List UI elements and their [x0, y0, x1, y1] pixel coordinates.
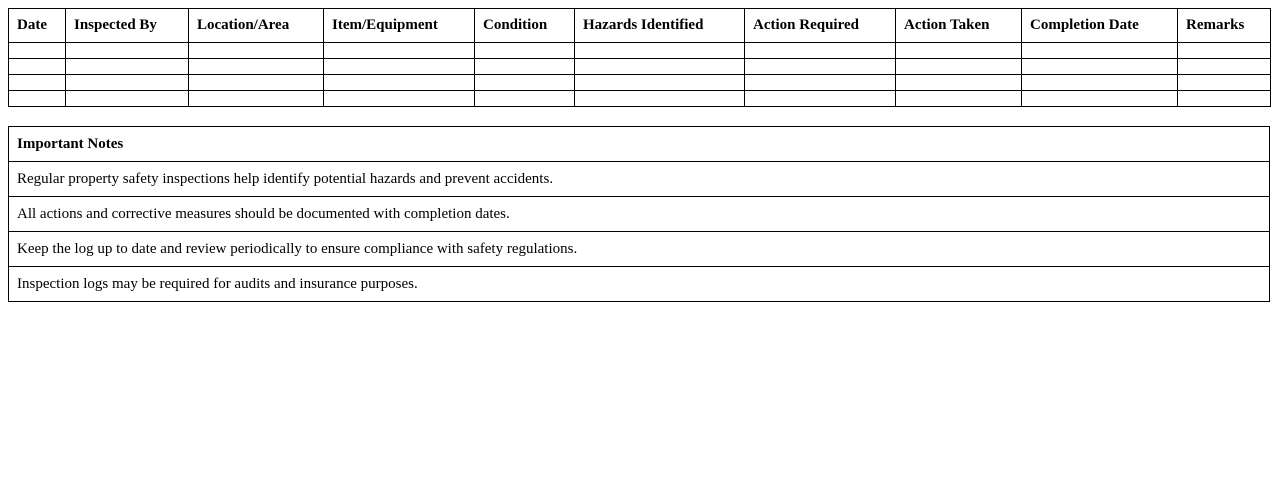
table-cell[interactable]	[324, 91, 475, 107]
table-cell[interactable]	[475, 43, 575, 59]
table-cell[interactable]	[9, 59, 66, 75]
table-row	[9, 75, 1271, 91]
table-row	[9, 59, 1271, 75]
table-cell[interactable]	[745, 43, 896, 59]
table-cell[interactable]	[1022, 59, 1178, 75]
table-cell[interactable]	[66, 75, 189, 91]
table-cell[interactable]	[745, 75, 896, 91]
list-item	[9, 267, 1270, 302]
table-cell[interactable]	[1178, 59, 1271, 75]
table-cell[interactable]	[189, 59, 324, 75]
table-cell[interactable]	[475, 59, 575, 75]
table-cell[interactable]	[575, 43, 745, 59]
table-cell[interactable]	[66, 91, 189, 107]
table-cell[interactable]	[9, 91, 66, 107]
table-cell[interactable]	[1178, 91, 1271, 107]
table-cell[interactable]	[189, 43, 324, 59]
table-cell[interactable]	[189, 91, 324, 107]
table-cell[interactable]	[324, 75, 475, 91]
table-cell[interactable]	[575, 59, 745, 75]
table-cell[interactable]	[1022, 43, 1178, 59]
table-cell[interactable]	[1178, 75, 1271, 91]
list-item	[9, 232, 1270, 267]
table-cell[interactable]	[575, 75, 745, 91]
table-cell[interactable]	[575, 91, 745, 107]
notes-title: Important Notes	[9, 127, 1270, 162]
table-cell[interactable]	[475, 75, 575, 91]
table-cell[interactable]	[1178, 43, 1271, 59]
table-cell[interactable]	[1022, 75, 1178, 91]
column-header-item-equipment: Item/Equipment	[324, 9, 475, 43]
note-text: Regular property safety inspections help identify potential hazards and prevent accidents.	[9, 162, 1270, 197]
note-text: Keep the log up to date and review periodically to ensure compliance with safety regulations.	[9, 232, 1270, 267]
column-header-condition: Condition	[475, 9, 575, 43]
notes-header-row	[9, 127, 1270, 162]
table-row	[9, 43, 1271, 59]
table-cell[interactable]	[745, 91, 896, 107]
column-header-remarks: Remarks	[1178, 9, 1271, 43]
column-header-inspected-by: Inspected By	[66, 9, 189, 43]
list-item	[9, 162, 1270, 197]
note-text: Inspection logs may be required for audits and insurance purposes.	[9, 267, 1270, 302]
table-cell[interactable]	[896, 43, 1022, 59]
table-cell[interactable]	[324, 43, 475, 59]
table-cell[interactable]	[66, 59, 189, 75]
column-header-date: Date	[9, 9, 66, 43]
inspection-log-table	[8, 8, 1271, 107]
table-cell[interactable]	[9, 75, 66, 91]
table-header-row	[9, 9, 1271, 43]
table-cell[interactable]	[9, 43, 66, 59]
table-row	[9, 91, 1271, 107]
table-cell[interactable]	[896, 75, 1022, 91]
column-header-hazards-identified: Hazards Identified	[575, 9, 745, 43]
table-cell[interactable]	[745, 59, 896, 75]
column-header-completion-date: Completion Date	[1022, 9, 1178, 43]
table-cell[interactable]	[475, 91, 575, 107]
table-cell[interactable]	[189, 75, 324, 91]
column-header-location-area: Location/Area	[189, 9, 324, 43]
important-notes-table	[8, 126, 1270, 302]
table-cell[interactable]	[1022, 91, 1178, 107]
table-cell[interactable]	[896, 91, 1022, 107]
table-cell[interactable]	[66, 43, 189, 59]
column-header-action-required: Action Required	[745, 9, 896, 43]
table-cell[interactable]	[896, 59, 1022, 75]
column-header-action-taken: Action Taken	[896, 9, 1022, 43]
note-text: All actions and corrective measures should be documented with completion dates.	[9, 197, 1270, 232]
table-cell[interactable]	[324, 59, 475, 75]
list-item	[9, 197, 1270, 232]
